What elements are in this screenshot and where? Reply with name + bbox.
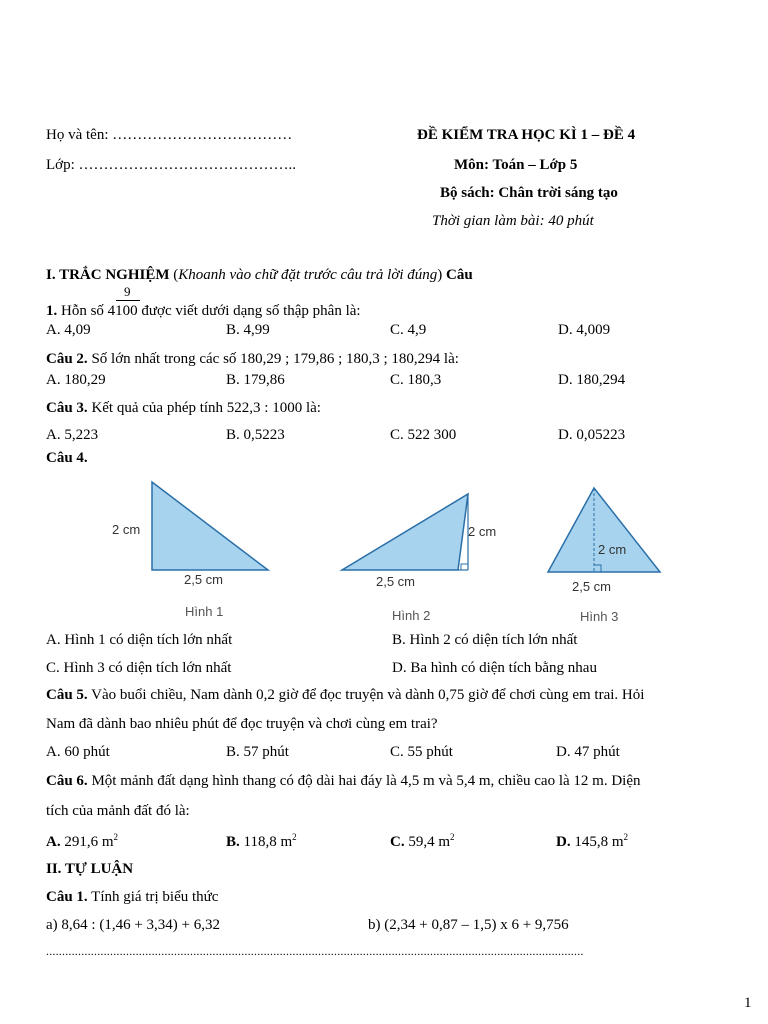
exam-subject: Môn: Toán – Lớp 5 bbox=[454, 157, 578, 173]
q2-option-c[interactable]: C. 180,3 bbox=[390, 372, 442, 388]
q6-text-1: Một mảnh đất dạng hình thang có độ dài hai đáy là 4,5 m và 5,4 m, chiều cao là 12 m. Diện bbox=[87, 773, 641, 789]
q1-fraction-bar bbox=[116, 300, 140, 301]
q2-option-b[interactable]: B. 179,86 bbox=[226, 372, 285, 388]
q3-option-d[interactable]: D. 0,05223 bbox=[558, 427, 626, 443]
q1-option-b[interactable]: B. 4,99 bbox=[226, 322, 270, 338]
figure-1 bbox=[112, 482, 268, 619]
figure-1-triangle bbox=[152, 482, 268, 570]
section-1-cau-word: Câu bbox=[446, 267, 473, 283]
q6-option-b-exponent: 2 bbox=[292, 832, 297, 842]
figure-2-height-label: 2 cm bbox=[468, 524, 497, 539]
q4-option-b[interactable]: B. Hình 2 có diện tích lớn nhất bbox=[392, 632, 578, 648]
q3-option-b[interactable]: B. 0,5223 bbox=[226, 427, 285, 443]
section-1-title: I. TRẮC NGHIỆM bbox=[46, 267, 170, 283]
answer-dotted-line[interactable]: ........................................................................................................................................................................ bbox=[46, 944, 584, 958]
essay-q1-text: Tính giá trị biểu thức bbox=[87, 889, 219, 905]
q5-question-line-1 bbox=[46, 687, 644, 704]
q5-option-a[interactable]: A. 60 phút bbox=[46, 744, 110, 760]
figure-1-base-label: 2,5 cm bbox=[184, 572, 224, 587]
q4-figures bbox=[100, 476, 680, 628]
q6-question-line-2: tích của mảnh đất đó là: bbox=[46, 803, 190, 819]
figure-2-right-angle-mark bbox=[461, 564, 468, 570]
q3-question bbox=[46, 400, 321, 417]
exam-time: Thời gian làm bài: 40 phút bbox=[432, 213, 594, 229]
q3-text: Kết quả của phép tính 522,3 : 1000 là: bbox=[87, 400, 321, 416]
q6-label: Câu 6. bbox=[46, 773, 88, 789]
page-number: 1 bbox=[744, 995, 752, 1011]
section-2-heading: II. TỰ LUẬN bbox=[46, 861, 134, 877]
q1-question bbox=[46, 303, 361, 320]
q3-option-c[interactable]: C. 522 300 bbox=[390, 427, 457, 443]
q6-question-line-1 bbox=[46, 773, 640, 790]
q6-option-b-value: 118,8 m bbox=[239, 834, 293, 850]
q6-option-d-value: 145,8 m bbox=[570, 834, 624, 850]
q1-option-a[interactable]: A. 4,09 bbox=[46, 322, 91, 338]
student-name-field: Họ và tên: ……………………………… bbox=[46, 127, 293, 143]
essay-q1-label: Câu 1. bbox=[46, 889, 88, 905]
section-1-paren-open: ( bbox=[169, 267, 179, 283]
q2-text: Số lớn nhất trong các số 180,29 ; 179,86 ; 180,3 ; 180,294 là: bbox=[87, 351, 459, 367]
figure-2-caption: Hình 2 bbox=[392, 608, 431, 623]
q1-option-d[interactable]: D. 4,009 bbox=[558, 322, 611, 338]
q2-label: Câu 2. bbox=[46, 351, 88, 367]
q5-question-line-2: Nam đã dành bao nhiêu phút để đọc truyện và chơi cùng em trai? bbox=[46, 716, 438, 732]
q6-option-c-letter: C. bbox=[390, 834, 405, 850]
q1-option-c[interactable]: C. 4,9 bbox=[390, 322, 427, 338]
q1-text-after: được viết dưới dạng số thập phân là: bbox=[137, 303, 361, 319]
q6-option-b[interactable] bbox=[226, 832, 297, 851]
q5-option-b[interactable]: B. 57 phút bbox=[226, 744, 289, 760]
q6-option-a-value: 291,6 m bbox=[60, 834, 114, 850]
q5-option-d[interactable]: D. 47 phút bbox=[556, 744, 620, 760]
essay-q1 bbox=[46, 889, 218, 906]
figure-3-triangle bbox=[548, 488, 660, 572]
q1-fraction-denominator: 100 bbox=[115, 303, 138, 319]
exam-title: ĐỀ KIỂM TRA HỌC KÌ 1 – ĐỀ 4 bbox=[417, 127, 636, 143]
q6-option-c[interactable] bbox=[390, 832, 455, 851]
q5-option-c[interactable]: C. 55 phút bbox=[390, 744, 453, 760]
essay-q1-part-a: a) 8,64 : (1,46 + 3,34) + 6,32 bbox=[46, 917, 220, 933]
figure-2-triangle bbox=[342, 494, 468, 570]
q6-option-b-letter: B. bbox=[226, 834, 240, 850]
figure-1-caption: Hình 1 bbox=[185, 604, 224, 619]
figure-3-height-label: 2 cm bbox=[598, 542, 627, 557]
exam-book: Bộ sách: Chân trời sáng tạo bbox=[440, 185, 618, 201]
q4-option-d[interactable]: D. Ba hình có diện tích bằng nhau bbox=[392, 660, 597, 676]
figure-1-height-label: 2 cm bbox=[112, 522, 141, 537]
q6-option-a-letter: A. bbox=[46, 834, 61, 850]
q3-option-a[interactable]: A. 5,223 bbox=[46, 427, 99, 443]
q6-option-a[interactable] bbox=[46, 832, 118, 851]
q1-number: 1. bbox=[46, 303, 58, 319]
essay-q1-part-b: b) (2,34 + 0,87 – 1,5) x 6 + 9,756 bbox=[368, 917, 569, 933]
q1-fraction-numerator: 9 bbox=[124, 284, 131, 299]
q6-option-d-letter: D. bbox=[556, 834, 571, 850]
figure-3 bbox=[548, 488, 660, 624]
q5-text-1: Vào buổi chiều, Nam dành 0,2 giờ để đọc truyện và dành 0,75 giờ để chơi cùng em trai. Hỏi bbox=[87, 687, 645, 703]
section-1-instruction: Khoanh vào chữ đặt trước câu trả lời đúng bbox=[178, 267, 438, 283]
q6-option-d[interactable] bbox=[556, 832, 628, 851]
figure-2 bbox=[342, 494, 496, 623]
figure-2-base-label: 2,5 cm bbox=[376, 574, 416, 589]
q6-option-c-exponent: 2 bbox=[450, 832, 455, 842]
figure-3-caption: Hình 3 bbox=[580, 609, 619, 624]
q6-option-a-exponent: 2 bbox=[113, 832, 119, 842]
q1-text-before: Hỗn số 4 bbox=[57, 303, 116, 319]
q4-option-a[interactable]: A. Hình 1 có diện tích lớn nhất bbox=[46, 632, 233, 648]
q5-label: Câu 5. bbox=[46, 687, 88, 703]
q2-question bbox=[46, 351, 459, 368]
section-1-heading bbox=[46, 267, 473, 284]
q4-option-c[interactable]: C. Hình 3 có diện tích lớn nhất bbox=[46, 660, 232, 676]
q6-option-d-exponent: 2 bbox=[623, 832, 629, 842]
q2-option-a[interactable]: A. 180,29 bbox=[46, 372, 106, 388]
student-class-field: Lớp: …………………………………….. bbox=[46, 157, 297, 173]
q4-label: Câu 4. bbox=[46, 450, 88, 466]
q2-option-d[interactable]: D. 180,294 bbox=[558, 372, 626, 388]
figure-3-base-label: 2,5 cm bbox=[572, 579, 612, 594]
q3-label: Câu 3. bbox=[46, 400, 88, 416]
q6-option-c-value: 59,4 m bbox=[404, 834, 451, 850]
section-1-paren-close: ) bbox=[437, 267, 447, 283]
